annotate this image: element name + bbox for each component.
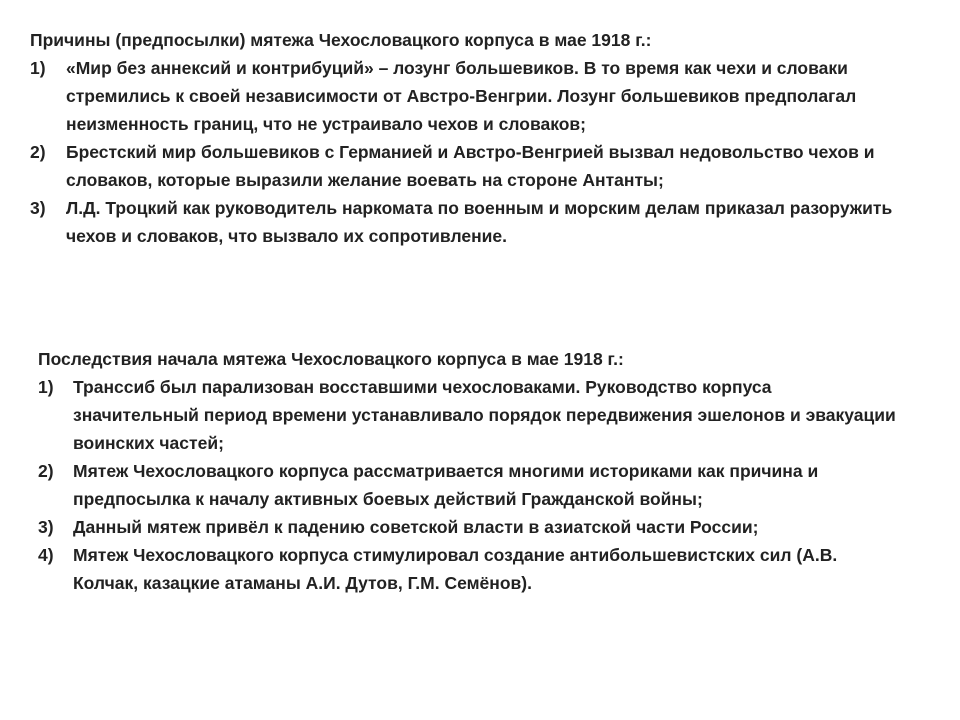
effects-list-item xyxy=(0,373,898,457)
list-item-number: 4) xyxy=(38,545,54,565)
list-item-text: Брестский мир большевиков с Германией и Австро-Венгрией вызвал недовольство чехов и словаков, которые выразили желание воевать на стороне Антанты; xyxy=(66,142,875,190)
effects-heading: Последствия начала мятежа Чехословацкого корпуса в мае 1918 г.: xyxy=(38,349,624,369)
list-item-text: Мятеж Чехословацкого корпуса рассматривается многими историками как причина и предпосылка к началу активных боевых действий Гражданской войны; xyxy=(73,461,819,509)
causes-list xyxy=(0,54,960,250)
effects-section xyxy=(0,345,960,597)
list-item-number: 1) xyxy=(38,377,54,397)
causes-heading: Причины (предпосылки) мятежа Чехословацкого корпуса в мае 1918 г.: xyxy=(30,30,652,50)
list-item-number: 1) xyxy=(30,58,46,78)
causes-list-item xyxy=(0,194,926,250)
list-item-number: 3) xyxy=(30,198,46,218)
list-item-text: Данный мятеж привёл к падению советской власти в азиатской части России; xyxy=(73,517,759,537)
causes-list-item xyxy=(0,138,926,194)
effects-list-item xyxy=(0,457,898,513)
list-item-text: Транссиб был парализован восставшими чехословаками. Руководство корпуса значительный период времени устанавливало порядок передвижения эшелонов и эвакуации воинских частей; xyxy=(73,377,896,453)
effects-list-item xyxy=(0,541,898,597)
list-item-number: 2) xyxy=(30,142,46,162)
list-item-number: 2) xyxy=(38,461,54,481)
effects-list xyxy=(0,373,960,597)
causes-section xyxy=(0,26,960,250)
effects-list-item xyxy=(0,513,898,541)
list-item-text: «Мир без аннексий и контрибуций» – лозунг большевиков. В то время как чехи и словаки стремились к своей независимости от Австро-Венгрии. Лозунг большевиков предполагал неизменность границ, что не устраивало чехов и словаков; xyxy=(66,58,857,134)
causes-list-item xyxy=(0,54,926,138)
list-item-text: Л.Д. Троцкий как руководитель наркомата по военным и морским делам приказал разоружить чехов и словаков, что вызвало их сопротивление. xyxy=(66,198,893,246)
list-item-text: Мятеж Чехословацкого корпуса стимулировал создание антибольшевистских сил (А.В. Колчак, казацкие атаманы А.И. Дутов, Г.М. Семёнов). xyxy=(73,545,838,593)
list-item-number: 3) xyxy=(38,517,54,537)
